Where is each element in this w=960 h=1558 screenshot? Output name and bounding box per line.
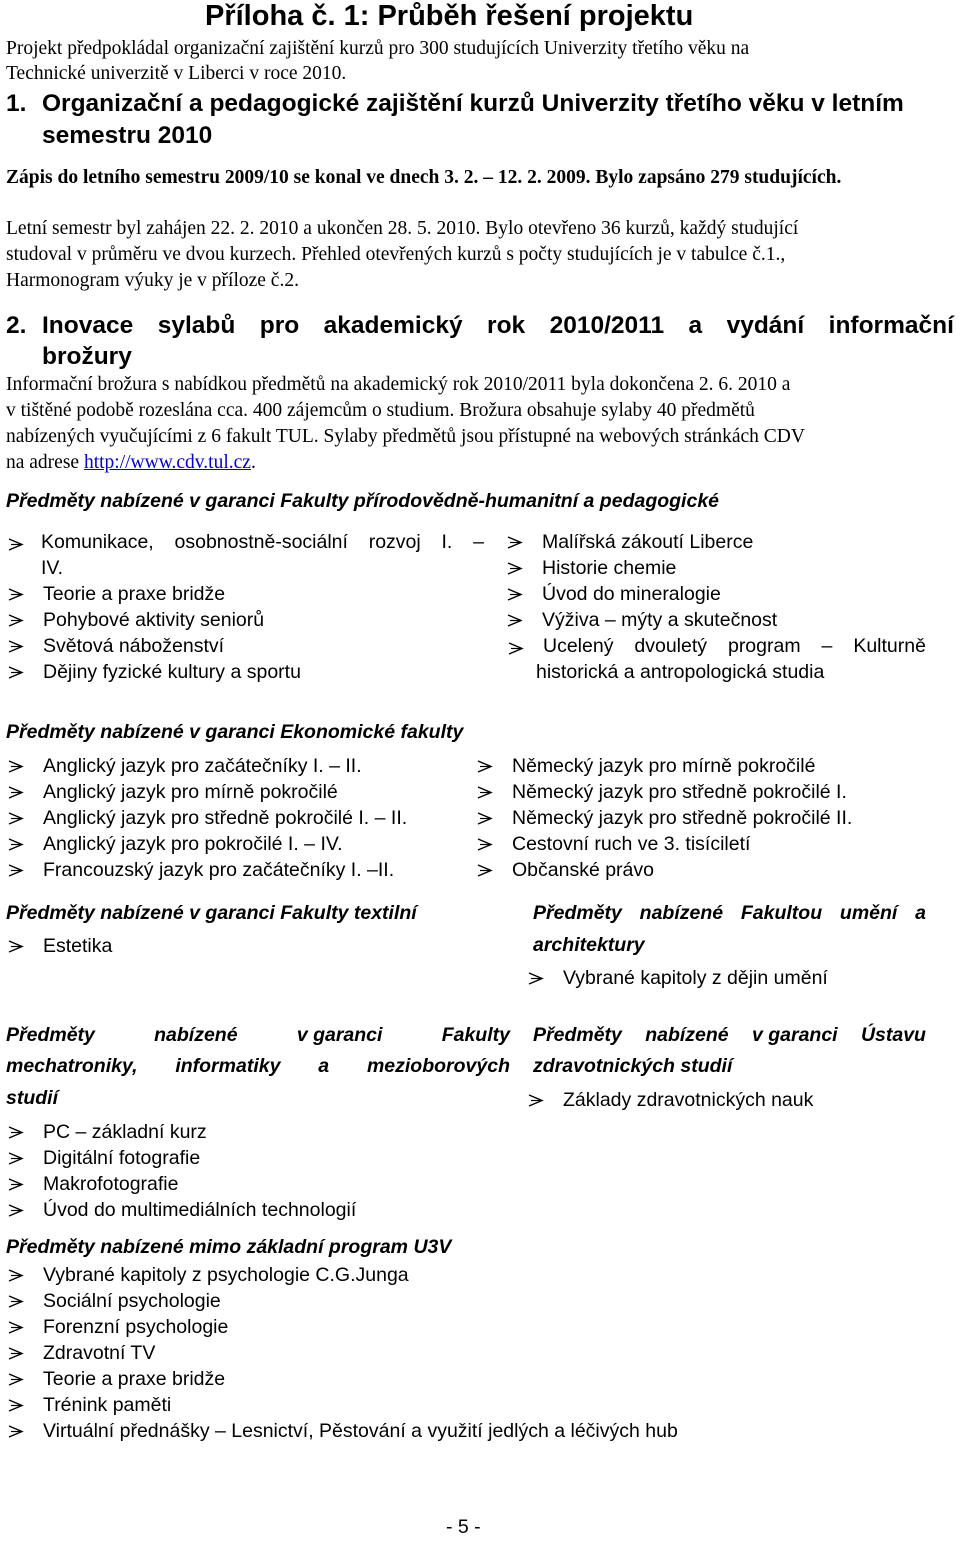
- heading-word: mezioborových: [366, 1055, 510, 1077]
- address-label: na adrese: [6, 452, 80, 473]
- list-item-label: Úvod do multimediálních technologií: [43, 1199, 357, 1221]
- uzs-list: [527, 1087, 813, 1113]
- arrow-bullet-icon: [8, 614, 24, 627]
- fp-left-item-1-continued: IV.: [41, 557, 64, 579]
- fua-list: [527, 965, 828, 991]
- list-item-label: Německý jazyk pro středně pokročilé II.: [512, 807, 853, 829]
- list-item-label: PC – základní kurz: [43, 1121, 207, 1143]
- enrolment-note: Zápis do letního semestru 2009/10 se konal ve dnech 3. 2. – 12. 2. 2009. Bylo zapsáno 279 studujících.: [6, 167, 842, 188]
- list-item: [7, 1366, 678, 1392]
- list-item: [476, 831, 852, 857]
- list-item-label: Trénink paměti: [43, 1394, 172, 1416]
- heading-word: Předměty: [6, 1024, 95, 1046]
- list-item: [7, 1119, 356, 1145]
- page-number: - 5 -: [446, 1516, 481, 1538]
- section-1-title-line-2: semestru 2010: [42, 122, 213, 149]
- list-item: [7, 933, 112, 959]
- list-item-label: Historie chemie: [542, 557, 677, 579]
- list-item-label: Vybrané kapitoly z psychologie C.G.Junga: [43, 1264, 409, 1286]
- fp-left-item-1: [41, 529, 484, 555]
- list-item: [7, 805, 407, 831]
- list-item-label: Základy zdravotnických nauk: [563, 1089, 814, 1111]
- list-item-label: Anglický jazyk pro začátečníky I. – II.: [43, 755, 362, 777]
- list-item: [7, 659, 301, 685]
- section-2-paragraph-line-4: [6, 452, 256, 474]
- arrow-bullet-icon: [8, 588, 24, 601]
- section-2-title-word: a: [688, 312, 703, 339]
- list-item-label: Občanské právo: [512, 859, 654, 881]
- section-2-title-line-2: brožury: [42, 343, 132, 370]
- fm-heading-line-3: studií: [6, 1087, 58, 1109]
- arrow-bullet-icon: [528, 1094, 544, 1107]
- ef-heading: Předměty nabízené v garanci Ekonomické fakulty: [6, 721, 464, 743]
- fp-left-list: [7, 581, 301, 685]
- arrow-bullet-icon: [8, 538, 24, 551]
- arrow-bullet-icon: [8, 1178, 24, 1191]
- arrow-bullet-icon: [8, 640, 24, 653]
- list-item: [7, 581, 301, 607]
- intro-line-1: Projekt předpokládal organizační zajištění kurzů pro 300 studujících Univerzity třetího věku na: [6, 38, 750, 59]
- heading-word: Fakultou: [740, 902, 823, 924]
- list-item-label: Estetika: [43, 935, 113, 957]
- section-2-title-word: akademický: [323, 312, 463, 339]
- section-2-title-word: vydání: [726, 312, 805, 339]
- heading-word: Ústavu: [860, 1024, 926, 1046]
- arrow-bullet-icon: [8, 838, 24, 851]
- heading-word: Fakulty: [441, 1024, 510, 1046]
- arrow-bullet-icon: [8, 1204, 24, 1217]
- arrow-bullet-icon: [8, 864, 24, 877]
- arrow-bullet-icon: [477, 864, 493, 877]
- ft-heading: Předměty nabízené v garanci Fakulty textilní: [6, 902, 417, 924]
- fp-right-list: [506, 529, 777, 633]
- item-word: I.: [441, 531, 453, 553]
- arrow-bullet-icon: [8, 940, 24, 953]
- list-item: [7, 633, 301, 659]
- arrow-bullet-icon: [8, 1295, 24, 1308]
- item-word: dvouletý: [634, 635, 708, 657]
- heading-word: v garanci: [296, 1024, 383, 1046]
- page-title: Příloha č. 1: Průběh řešení projektu: [205, 0, 694, 32]
- list-item: [506, 581, 777, 607]
- list-item: [476, 779, 852, 805]
- list-item: [476, 857, 852, 883]
- fua-heading-line-2: architektury: [533, 934, 645, 956]
- list-item-label: Teorie a praxe bridže: [43, 583, 226, 605]
- section-2-number: 2.: [6, 312, 27, 339]
- list-item-label: Digitální fotografie: [43, 1147, 201, 1169]
- list-item-label: Anglický jazyk pro mírně pokročilé: [43, 781, 338, 803]
- section-2-title-word: rok: [487, 312, 526, 339]
- list-item: [7, 1418, 678, 1444]
- list-item-label: Francouzský jazyk pro začátečníky I. –II.: [43, 859, 395, 881]
- heading-word: Předměty: [533, 902, 622, 924]
- list-item-label: Sociální psychologie: [43, 1290, 221, 1312]
- section-1-number: 1.: [6, 90, 27, 117]
- list-item-label: Výživa – mýty a skutečnost: [542, 609, 778, 631]
- arrow-bullet-icon: [8, 666, 24, 679]
- ef-left-list: [7, 753, 407, 883]
- list-item-label: Světová náboženství: [43, 635, 225, 657]
- sentence-end: .: [250, 452, 256, 473]
- section-2-paragraph-line-2: v tištěné podobě rozeslána cca. 400 zájemcům o studium. Brožura obsahuje sylaby 40 předmětů: [6, 400, 755, 421]
- list-item-label: Cestovní ruch ve 3. tisíciletí: [512, 833, 751, 855]
- section-2-title-word: Inovace: [42, 312, 134, 339]
- fp-heading: Předměty nabízené v garanci Fakulty přírodovědně-humanitní a pedagogické: [6, 490, 720, 512]
- item-word: Komunikace,: [41, 531, 154, 553]
- list-item-label: Makrofotografie: [43, 1173, 179, 1195]
- list-item-label: Úvod do mineralogie: [542, 583, 721, 605]
- list-item: [506, 607, 777, 633]
- heading-word: nabízené: [154, 1024, 238, 1046]
- arrow-bullet-icon: [8, 1269, 24, 1282]
- fp-right-item-5-continued: historická a antropologická studia: [536, 661, 825, 683]
- item-word: –: [821, 635, 833, 657]
- section-2-title-word: sylabů: [157, 312, 236, 339]
- item-word: –: [473, 531, 484, 553]
- heading-word: nabízené: [645, 1024, 729, 1046]
- arrow-bullet-icon: [507, 536, 523, 549]
- heading-word: umění: [839, 902, 898, 924]
- uzs-heading-line-2: zdravotnických studií: [533, 1055, 733, 1077]
- fm-list: [7, 1119, 356, 1223]
- heading-word: v garanci: [751, 1024, 838, 1046]
- list-item: [506, 555, 777, 581]
- heading-word: a: [318, 1055, 330, 1077]
- heading-word: a: [915, 902, 926, 924]
- section-2-paragraph-line-3: nabízených vyučujícími z 6 fakult TUL. Sylaby předmětů jsou přístupné na webových stránkách CDV: [6, 426, 805, 447]
- list-item: [7, 1197, 356, 1223]
- list-item-label: Forenzní psychologie: [43, 1316, 229, 1338]
- list-item: [506, 529, 777, 555]
- list-item-label: Zdravotní TV: [43, 1342, 156, 1364]
- arrow-bullet-icon: [477, 838, 493, 851]
- section-1-paragraph-line-1: Letní semestr byl zahájen 22. 2. 2010 a ukončen 28. 5. 2010. Bylo otevřeno 36 kurzů, každý studující: [6, 218, 799, 239]
- section-2-title-line-1: [42, 312, 954, 340]
- heading-word: nabízené: [639, 902, 724, 924]
- arrow-bullet-icon: [8, 812, 24, 825]
- list-item-label: Virtuální přednášky – Lesnictví, Pěstování a využití jedlých a léčivých hub: [43, 1420, 678, 1442]
- list-item: [7, 779, 407, 805]
- list-item: [7, 753, 407, 779]
- arrow-bullet-icon: [507, 562, 523, 575]
- arrow-bullet-icon: [507, 588, 523, 601]
- arrow-bullet-icon: [477, 812, 493, 825]
- fm-heading-line-1: [6, 1024, 510, 1047]
- list-item: [527, 1087, 813, 1113]
- section-2-title-word: pro: [259, 312, 300, 339]
- list-item: [7, 1145, 356, 1171]
- section-1-paragraph-line-3: Harmonogram výuky je v příloze č.2.: [6, 270, 299, 291]
- fp-right-item-5: [543, 633, 926, 659]
- arrow-bullet-icon: [8, 1126, 24, 1139]
- list-item: [7, 1262, 678, 1288]
- list-item: [7, 1171, 356, 1197]
- list-item-label: Malířská zákoutí Liberce: [542, 531, 754, 553]
- arrow-bullet-icon: [477, 786, 493, 799]
- arrow-bullet-icon: [8, 1321, 24, 1334]
- list-item: [7, 607, 301, 633]
- list-item-label: Anglický jazyk pro středně pokročilé I. – II.: [43, 807, 408, 829]
- arrow-bullet-icon: [8, 1152, 24, 1165]
- list-item: [7, 1340, 678, 1366]
- arrow-bullet-icon: [477, 760, 493, 773]
- section-2-title-word: 2010/2011: [549, 312, 665, 339]
- arrow-bullet-icon: [8, 1347, 24, 1360]
- item-word: Ucelený: [543, 635, 614, 657]
- list-item: [7, 831, 407, 857]
- intro-line-2: Technické univerzitě v Liberci v roce 2010.: [6, 63, 347, 84]
- heading-word: Předměty: [533, 1024, 622, 1046]
- arrow-bullet-icon: [528, 972, 544, 985]
- u3v-list: [7, 1262, 678, 1444]
- list-item-label: Dějiny fyzické kultury a sportu: [43, 661, 301, 683]
- list-item-label: Anglický jazyk pro pokročilé I. – IV.: [43, 833, 343, 855]
- arrow-bullet-icon: [8, 760, 24, 773]
- arrow-bullet-icon: [508, 642, 524, 655]
- arrow-bullet-icon: [8, 1399, 24, 1412]
- ef-right-list: [476, 753, 852, 883]
- section-1-title-line-1: Organizační a pedagogické zajištění kurzů Univerzity třetího věku v letním: [42, 90, 904, 117]
- cdv-website-link[interactable]: http://www.cdv.tul.cz: [83, 452, 251, 473]
- section-2-title-word: informační: [828, 312, 954, 339]
- arrow-bullet-icon: [8, 1425, 24, 1438]
- list-item-label: Teorie a praxe bridže: [43, 1368, 226, 1390]
- section-2-paragraph-line-1: Informační brožura s nabídkou předmětů na akademický rok 2010/2011 byla dokončena 2. 6. 2010 a: [6, 374, 791, 395]
- arrow-bullet-icon: [8, 786, 24, 799]
- item-word: Kulturně: [853, 635, 926, 657]
- list-item-label: Pohybové aktivity seniorů: [43, 609, 265, 631]
- u3v-heading: Předměty nabízené mimo základní program U3V: [6, 1236, 452, 1258]
- section-1-paragraph-line-2: studoval v průměru ve dvou kurzech. Přehled otevřených kurzů s počty studujících je v tabulce č.1.,: [6, 244, 786, 265]
- item-word: rozvoj: [368, 531, 421, 553]
- list-item-label: Německý jazyk pro středně pokročilé I.: [512, 781, 847, 803]
- item-word: program: [727, 635, 801, 657]
- list-item: [7, 857, 407, 883]
- list-item: [476, 753, 852, 779]
- heading-word: informatiky: [175, 1055, 281, 1077]
- list-item: [7, 1288, 678, 1314]
- list-item: [476, 805, 852, 831]
- heading-word: mechatroniky,: [6, 1055, 138, 1077]
- list-item: [527, 965, 828, 991]
- fm-heading-line-2: [6, 1055, 510, 1078]
- arrow-bullet-icon: [507, 614, 523, 627]
- list-item-label: Vybrané kapitoly z dějin umění: [563, 967, 828, 989]
- uzs-heading-line-1: [533, 1024, 926, 1047]
- ft-list: [7, 933, 112, 959]
- item-word: osobnostně-sociální: [174, 531, 348, 553]
- list-item: [7, 1314, 678, 1340]
- list-item-label: Německý jazyk pro mírně pokročilé: [512, 755, 816, 777]
- arrow-bullet-icon: [8, 1373, 24, 1386]
- fua-heading-line-1: [533, 902, 926, 925]
- list-item: [7, 1392, 678, 1418]
